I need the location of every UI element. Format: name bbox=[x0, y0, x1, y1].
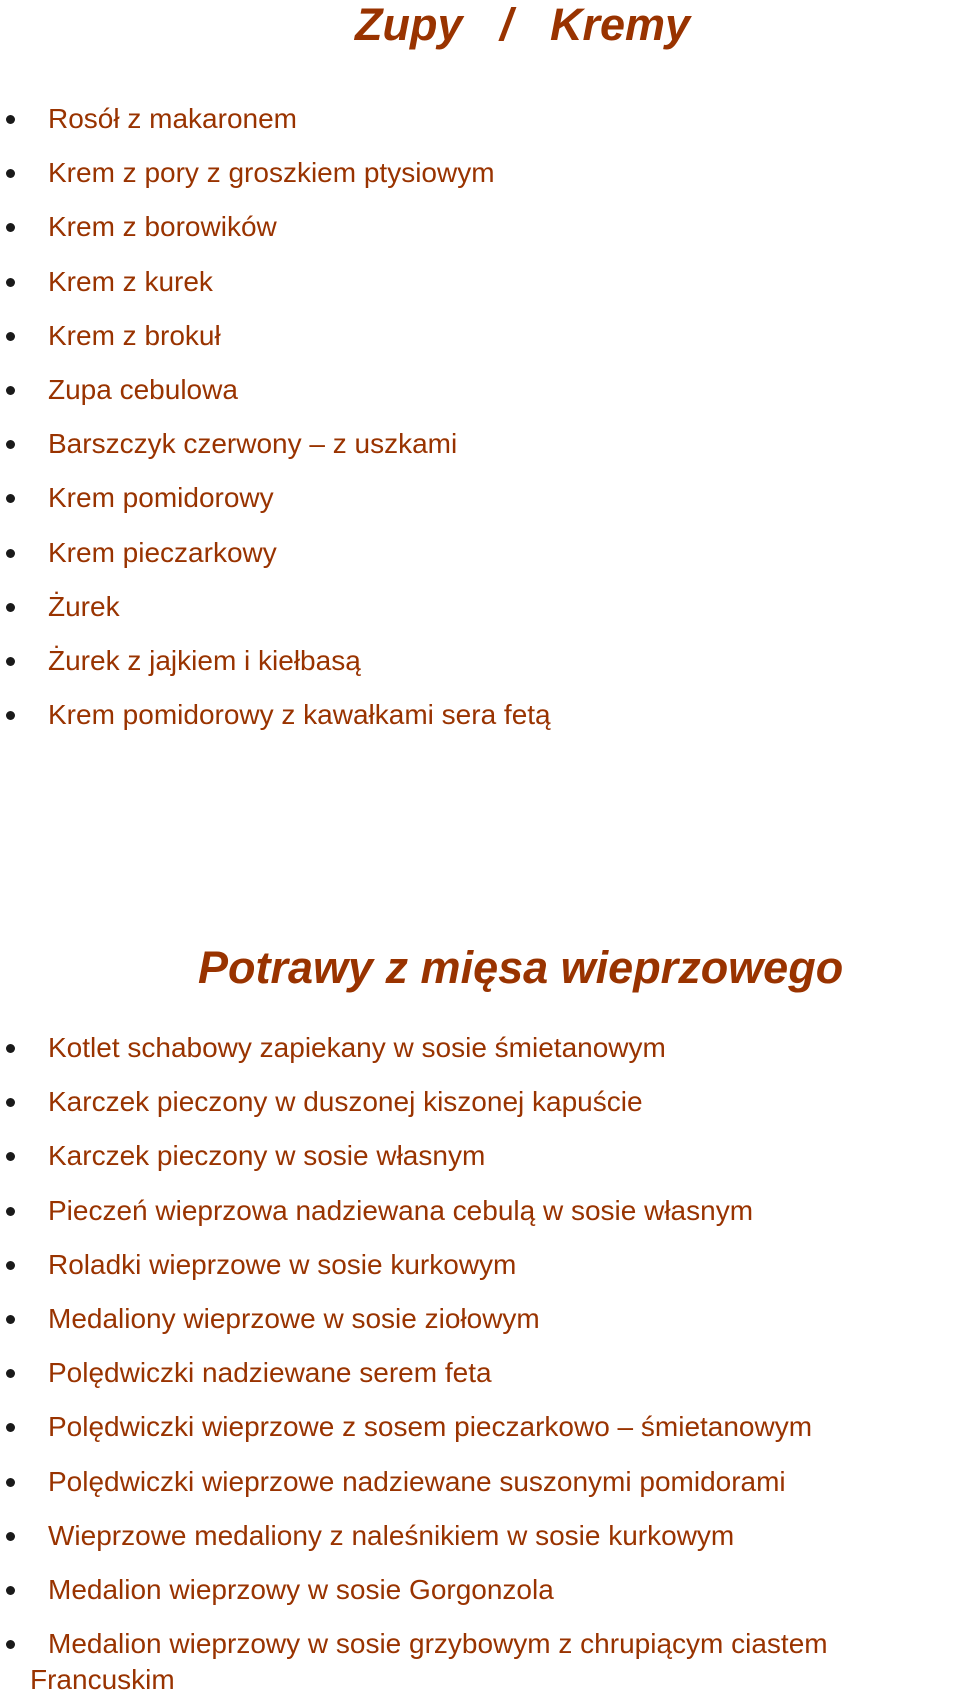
list-item bbox=[0, 255, 960, 309]
bullet-icon bbox=[6, 440, 15, 449]
list-item bbox=[0, 1455, 960, 1509]
bullet-icon bbox=[6, 1044, 15, 1053]
bullet-icon bbox=[6, 603, 15, 612]
bullet-icon bbox=[6, 1315, 15, 1324]
list-item bbox=[0, 580, 960, 634]
bullet-icon bbox=[6, 1478, 15, 1487]
bullet-icon bbox=[6, 1207, 15, 1216]
list-item bbox=[0, 417, 960, 471]
menu-item-text: Kotlet schabowy zapiekany w sosie śmietanowym bbox=[48, 1032, 666, 1063]
section-title-pork: Potrawy z mięsa wieprzowego bbox=[198, 942, 844, 993]
list-item bbox=[0, 1184, 960, 1238]
list-item bbox=[0, 1021, 960, 1075]
menu-item-text bbox=[0, 1626, 920, 1698]
list-item bbox=[0, 1563, 960, 1617]
menu-item-text: Rosół z makaronem bbox=[48, 103, 297, 134]
bullet-icon bbox=[6, 549, 15, 558]
menu-item-text: Krem z pory z groszkiem ptysiowym bbox=[48, 157, 495, 189]
list-item bbox=[0, 1617, 960, 1698]
menu-item-text: Medaliony wieprzowe w sosie ziołowym bbox=[48, 1302, 540, 1334]
menu-item-text: Zupa cebulowa bbox=[48, 373, 238, 405]
bullet-icon bbox=[6, 711, 15, 720]
list-item bbox=[0, 634, 960, 688]
bullet-icon bbox=[6, 1098, 15, 1107]
bullet-icon bbox=[6, 1423, 15, 1432]
bullet-icon bbox=[6, 278, 15, 287]
list-item bbox=[0, 1075, 960, 1129]
bullet-icon bbox=[6, 1261, 15, 1270]
bullet-icon bbox=[6, 115, 15, 124]
menu-item-text: Krem pomidorowy z kawałkami sera fetą bbox=[48, 699, 551, 731]
bullet-icon bbox=[6, 657, 15, 666]
menu-item-text: Wieprzowe medaliony z naleśnikiem w sosie kurkowym bbox=[48, 1519, 735, 1551]
list-item bbox=[0, 471, 960, 525]
bullet-icon bbox=[6, 169, 15, 178]
menu-item-text: Krem pomidorowy bbox=[48, 482, 274, 514]
list-item bbox=[0, 200, 960, 254]
menu-item-text: Pieczeń wieprzowa nadziewana cebulą w sosie własnym bbox=[48, 1194, 754, 1226]
menu-item-text: Karczek pieczony w sosie własnym bbox=[48, 1140, 486, 1172]
menu-item-text: Żurek bbox=[48, 590, 120, 622]
section-title-soups: Zupy / Kremy bbox=[355, 0, 691, 50]
bullet-icon bbox=[6, 1152, 15, 1161]
menu-item-text: Karczek pieczony w duszonej kiszonej kapuście bbox=[48, 1086, 643, 1118]
menu-item-text: Barszczyk czerwony – z uszkami bbox=[48, 428, 458, 460]
pork-dishes-list bbox=[0, 1021, 960, 1698]
bullet-icon bbox=[6, 223, 15, 232]
list-item bbox=[0, 309, 960, 363]
menu-item-text: Żurek z jajkiem i kiełbasą bbox=[48, 644, 361, 676]
list-item bbox=[0, 92, 960, 146]
menu-item-text: Roladki wieprzowe w sosie kurkowym bbox=[48, 1248, 517, 1280]
menu-item-text: Krem z kurek bbox=[48, 265, 213, 297]
menu-item-text: Polędwiczki wieprzowe nadziewane suszonymi pomidorami bbox=[48, 1465, 786, 1497]
list-item bbox=[0, 1400, 960, 1454]
bullet-icon bbox=[6, 1532, 15, 1541]
bullet-icon bbox=[6, 332, 15, 341]
menu-item-text: Krem z brokuł bbox=[48, 319, 221, 351]
bullet-icon bbox=[6, 1369, 15, 1378]
menu-item-text: Medalion wieprzowy w sosie Gorgonzola bbox=[48, 1573, 554, 1605]
menu-item-text: Krem pieczarkowy bbox=[48, 536, 277, 568]
list-item bbox=[0, 1346, 960, 1400]
list-item bbox=[0, 1292, 960, 1346]
menu-item-text: Polędwiczki wieprzowe z sosem pieczarkowo – śmietanowym bbox=[48, 1411, 813, 1443]
list-item bbox=[0, 526, 960, 580]
menu-item-line-2: Francuskim bbox=[30, 1664, 175, 1696]
list-item bbox=[0, 146, 960, 200]
bullet-icon bbox=[6, 494, 15, 503]
menu-item-text: Polędwiczki nadziewane serem feta bbox=[48, 1357, 492, 1389]
list-item bbox=[0, 363, 960, 417]
bullet-icon bbox=[6, 1586, 15, 1595]
list-item bbox=[0, 1129, 960, 1183]
list-item bbox=[0, 1238, 960, 1292]
soups-list bbox=[0, 92, 960, 742]
list-item bbox=[0, 1509, 960, 1563]
menu-item-text: Krem z borowików bbox=[48, 211, 277, 243]
bullet-icon bbox=[6, 386, 15, 395]
list-item bbox=[0, 688, 960, 742]
menu-item-line-1: Medalion wieprzowy w sosie grzybowym z chrupiącym ciastem bbox=[48, 1628, 828, 1660]
